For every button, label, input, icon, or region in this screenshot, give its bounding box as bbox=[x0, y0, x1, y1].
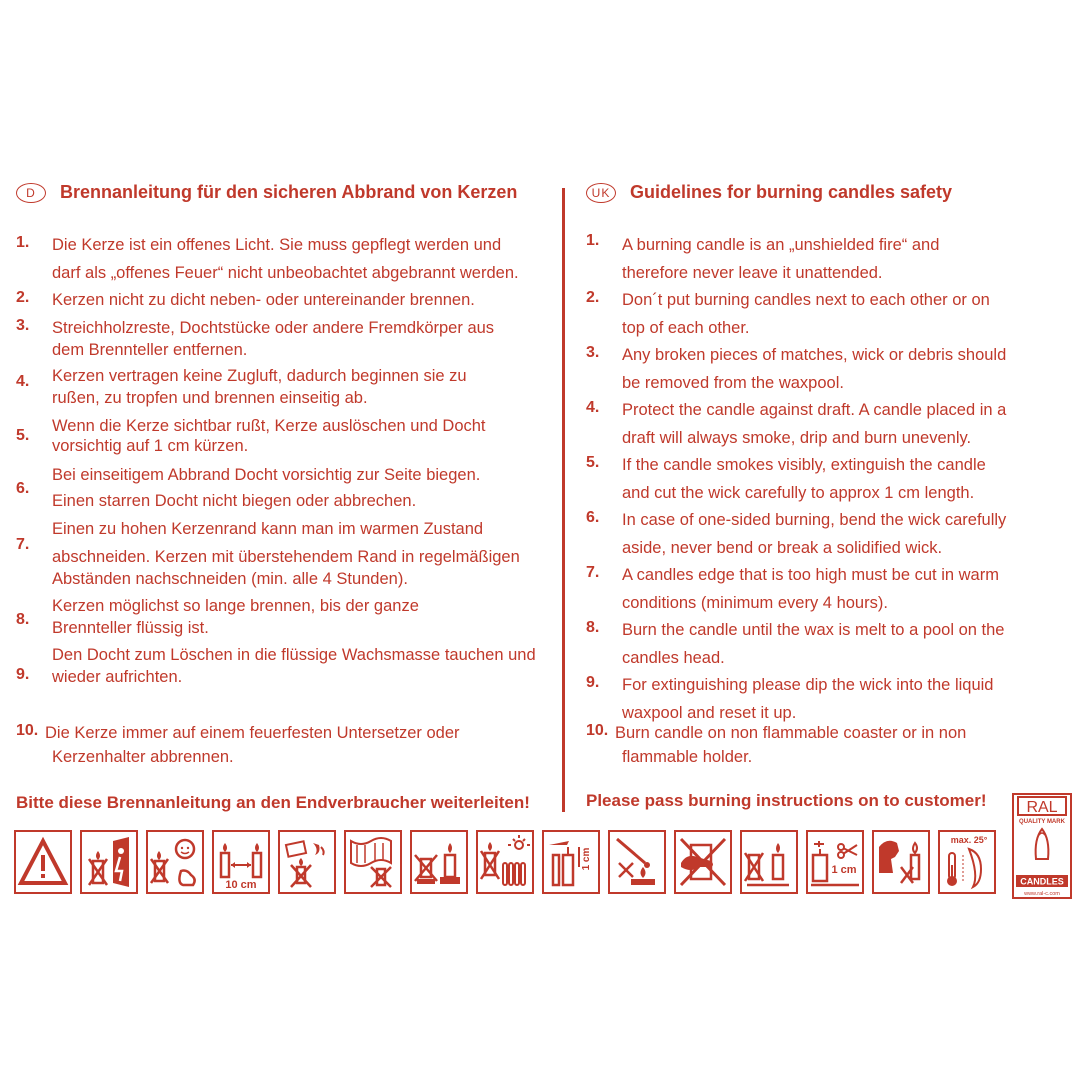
safety-pictograms bbox=[14, 830, 1004, 894]
unattended-candle-icon bbox=[80, 830, 138, 894]
no-touching-icon bbox=[674, 830, 732, 894]
svg-text:1 cm: 1 cm bbox=[831, 864, 857, 876]
german-footer-note: Bitte diese Brennanleitung an den Endverbraucher weiterleiten! bbox=[16, 793, 530, 812]
max-temperature-icon bbox=[938, 830, 996, 894]
candle-spacing-icon bbox=[212, 830, 270, 894]
ral-quality-mark bbox=[1012, 793, 1072, 899]
svg-text:1 cm: 1 cm bbox=[581, 847, 592, 871]
svg-text:QUALITY MARK: QUALITY MARK bbox=[1019, 819, 1065, 825]
children-pets-icon bbox=[146, 830, 204, 894]
wick-trim-icon bbox=[542, 830, 600, 894]
warning-icon bbox=[14, 830, 72, 894]
english-title: Guidelines for burning candles safety bbox=[630, 182, 953, 202]
svg-text:CANDLES: CANDLES bbox=[1020, 876, 1064, 887]
no-blowing-icon bbox=[872, 830, 930, 894]
svg-text:RAL: RAL bbox=[1026, 799, 1058, 816]
no-matches-icon bbox=[608, 830, 666, 894]
svg-text:10 cm: 10 cm bbox=[225, 879, 257, 891]
trim-wick-scissors-icon bbox=[806, 830, 864, 894]
candle-on-holder-icon bbox=[410, 830, 468, 894]
flammable-objects-icon bbox=[278, 830, 336, 894]
german-title: Brennanleitung für den sicheren Abbrand von Kerzen bbox=[60, 182, 518, 202]
heat-source-icon bbox=[476, 830, 534, 894]
english-footer-note: Please pass burning instructions on to customer! bbox=[586, 791, 987, 810]
english-header bbox=[586, 182, 952, 203]
svg-text:max. 25°: max. 25° bbox=[950, 835, 988, 845]
language-badge-uk: UK bbox=[586, 183, 616, 203]
column-divider bbox=[562, 188, 565, 812]
language-badge-de: D bbox=[16, 183, 46, 203]
svg-text:www.ral-c.com: www.ral-c.com bbox=[1024, 891, 1060, 897]
german-header bbox=[16, 182, 517, 203]
candle-comparison-icon bbox=[740, 830, 798, 894]
curtain-draft-icon bbox=[344, 830, 402, 894]
